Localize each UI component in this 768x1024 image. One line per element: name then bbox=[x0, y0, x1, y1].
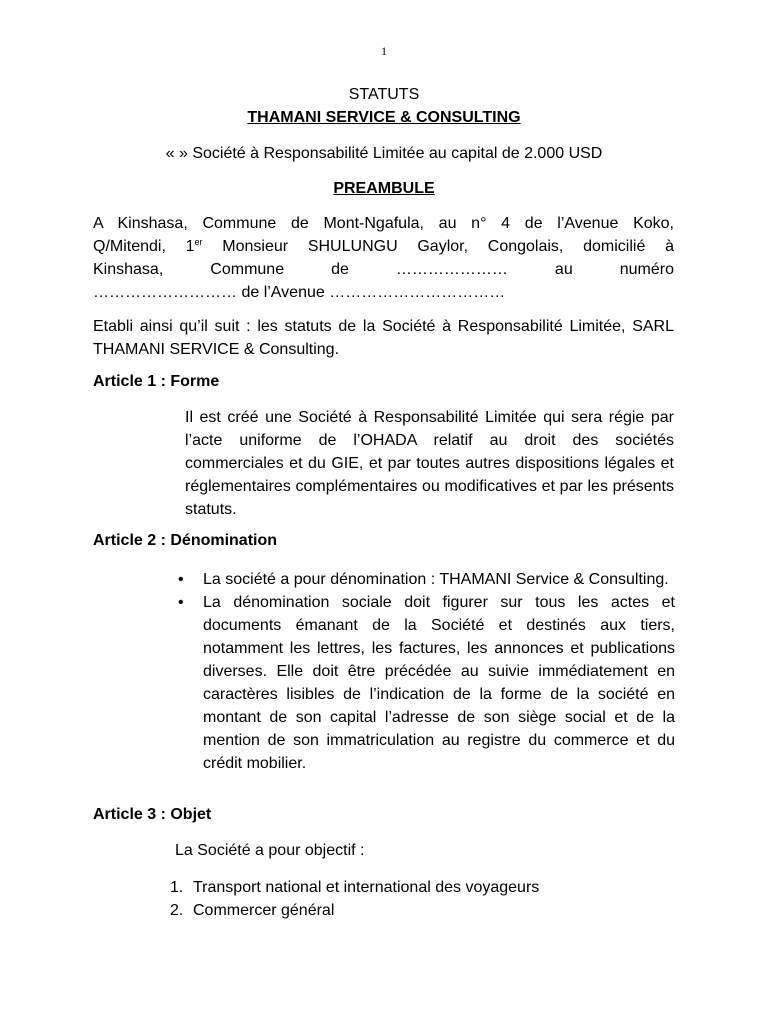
item-number: 1. bbox=[170, 879, 184, 896]
preambule-paragraph bbox=[93, 212, 674, 304]
bullet-text: La société a pour dénomination : THAMANI Service & Consulting. bbox=[203, 571, 669, 588]
article-2-heading: Article 2 : Dénomination bbox=[93, 532, 278, 549]
list-item bbox=[170, 876, 539, 899]
company-title: THAMANI SERVICE & CONSULTING bbox=[247, 109, 521, 126]
preambule-line-2-b: Monsieur SHULUNGU Gaylor, Congolais, domicilié à bbox=[202, 238, 674, 255]
item-text: Commercer général bbox=[193, 902, 335, 919]
preambule-heading: PREAMBULE bbox=[333, 180, 435, 197]
article-3-intro: La Société a pour objectif : bbox=[175, 842, 365, 859]
article-3-heading: Article 3 : Objet bbox=[93, 806, 212, 823]
list-item bbox=[175, 591, 675, 775]
article-2-bullet-list bbox=[175, 568, 675, 775]
etabli-paragraph: Etabli ainsi qu’il suit : les statuts de la Société à Responsabilité Limitée, SARL THAMANI SERVICE & Consulting. bbox=[93, 318, 674, 358]
preambule-line-2 bbox=[93, 235, 674, 258]
article-3-numbered-list bbox=[170, 876, 539, 922]
item-number: 2. bbox=[170, 902, 184, 919]
document-subtitle: « » Société à Responsabilité Limitée au capital de 2.000 USD bbox=[165, 145, 603, 162]
document-title: STATUTS bbox=[348, 86, 420, 103]
preambule-line-4: ……………………… de l’Avenue …………………………… bbox=[93, 284, 506, 301]
bullet-icon: • bbox=[178, 594, 184, 611]
ordinal-superscript: er bbox=[194, 237, 203, 247]
article-1-heading: Article 1 : Forme bbox=[93, 373, 220, 390]
preambule-line-1: A Kinshasa, Commune de Mont-Ngafula, au n° 4 de l’Avenue Koko, bbox=[93, 215, 674, 232]
preambule-line-3: Kinshasa, Commune de ………………… au numéro bbox=[93, 261, 674, 278]
item-text: Transport national et international des voyageurs bbox=[193, 879, 540, 896]
bullet-icon: • bbox=[178, 571, 184, 588]
list-item bbox=[175, 568, 675, 591]
article-1-text: Il est créé une Société à Responsabilité Limitée qui sera régie par l’acte uniforme de l’OHADA relatif au droit des sociétés commerciales et du GIE, et par toutes autres dispositions légales et réglementaires complémentaires ou modificatives et par les présents statuts. bbox=[185, 409, 674, 518]
preambule-line-2-a: Q/Mitendi, 1 bbox=[93, 238, 195, 255]
page-number: 1 bbox=[381, 44, 387, 58]
bullet-text: La dénomination sociale doit figurer sur tous les actes et documents émanant de la Société et destinés aux tiers, notamment les lettres, les factures, les annonces et publications diverses. Elle doit être précédée au suivie immédiatement en caractères lisibles de l’indication de la forme de la société en montant de son capital l’adresse de son siège social et de la mention de son immatriculation au registre du commerce et du crédit mobilier. bbox=[203, 594, 675, 772]
list-item bbox=[170, 899, 539, 922]
